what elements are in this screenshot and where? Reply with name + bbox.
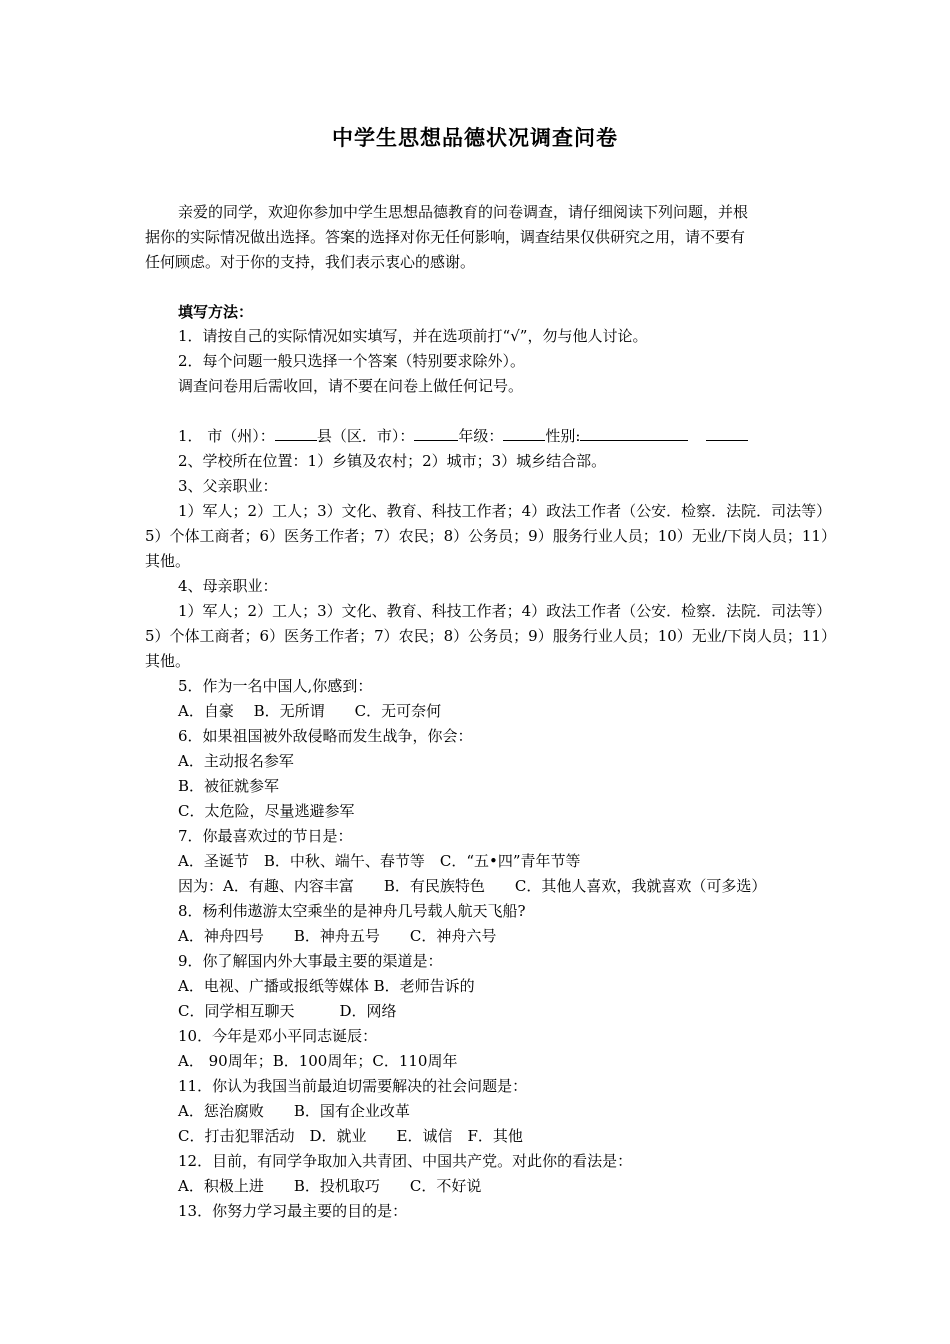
question-6: 6．如果祖国被外敌侵略而发生战争，你会： — [178, 727, 473, 745]
q1-gender-label: 性别: — [545, 427, 581, 445]
question-3-line-3: 其他。 — [145, 552, 191, 570]
method-item-2: 2．每个问题一般只选择一个答案（特别要求除外）。 — [178, 352, 526, 370]
q1-prefix: 1． 市（州）： — [178, 427, 275, 445]
intro-line-2: 据你的实际情况做出选择。答案的选择对你无任何影响，调查结果仅供研究之用，请不要有 — [145, 228, 746, 246]
question-11: 11．你认为我国当前最迫切需要解决的社会问题是： — [178, 1077, 528, 1095]
question-3-heading: 3、父亲职业： — [178, 477, 278, 495]
question-7-reasons[interactable]: 因为：A．有趣、内容丰富 B．有民族特色 C．其他人喜欢，我就喜欢（可多选） — [178, 877, 767, 895]
question-12-options[interactable]: A．积极上进 B．投机取巧 C．不好说 — [178, 1177, 482, 1195]
gender-blank[interactable] — [580, 424, 688, 441]
q1-county-label: 县（区．市）： — [316, 427, 415, 445]
grade-blank[interactable] — [503, 424, 545, 441]
method-item-1: 1．请按自己的实际情况如实填写，并在选项前打“√”，勿与他人讨论。 — [178, 327, 648, 345]
question-9-options-2[interactable]: C．同学相互聊天 D．网络 — [178, 1002, 397, 1020]
intro-line-1: 亲爱的同学，欢迎你参加中学生思想品德教育的问卷调查，请仔细阅读下列问题，并根 — [178, 203, 749, 221]
intro-line-3: 任何顾虑。对于你的支持，我们表示衷心的感谢。 — [145, 253, 476, 271]
question-4-line-2: 5）个体工商者；6）医务工作者；7）农民；8）公务员；9）服务行业人员；10）无业/下岗人员；11） — [145, 627, 836, 645]
question-3-line-1: 1）军人；2）工人；3）文化、教育、科技工作者；4）政法工作者（公安．检察．法院．司法等） — [178, 502, 832, 520]
question-4-heading: 4、母亲职业： — [178, 577, 278, 595]
question-5-options[interactable]: A．自豪 B．无所谓 C．无可奈何 — [178, 702, 442, 720]
extra-blank[interactable] — [706, 424, 748, 441]
county-blank[interactable] — [414, 424, 458, 441]
question-4-line-3: 其他。 — [145, 652, 191, 670]
question-11-options-2[interactable]: C．打击犯罪活动 D．就业 E．诚信 F．其他 — [178, 1127, 523, 1145]
question-4-line-1: 1）军人；2）工人；3）文化、教育、科技工作者；4）政法工作者（公安．检察．法院．司法等） — [178, 602, 832, 620]
question-7: 7．你最喜欢过的节日是： — [178, 827, 353, 845]
question-6-option-b[interactable]: B．被征就参军 — [178, 777, 280, 795]
question-1-row — [178, 424, 810, 449]
question-11-options-1[interactable]: A．惩治腐败 B．国有企业改革 — [178, 1102, 410, 1120]
method-heading: 填写方法： — [178, 303, 254, 321]
question-10: 10．今年是邓小平同志诞辰： — [178, 1027, 378, 1045]
question-2: 2、学校所在位置：1）乡镇及农村；2）城市；3）城乡结合部。 — [178, 452, 607, 470]
city-blank[interactable] — [275, 424, 317, 441]
question-10-options[interactable]: A． 90周年；B．100周年；C．110周年 — [178, 1052, 458, 1070]
question-6-option-c[interactable]: C．太危险，尽量逃避参军 — [178, 802, 355, 820]
q1-grade-label: 年级： — [458, 427, 504, 445]
question-7-options[interactable]: A．圣诞节 B．中秋、端午、春节等 C．“五•四”青年节等 — [178, 852, 581, 870]
question-9: 9．你了解国内外大事最主要的渠道是： — [178, 952, 443, 970]
question-3-line-2: 5）个体工商者；6）医务工作者；7）农民；8）公务员；9）服务行业人员；10）无业/下岗人员；11） — [145, 527, 836, 545]
question-6-option-a[interactable]: A．主动报名参军 — [178, 752, 294, 770]
question-12: 12．目前，有同学争取加入共青团、中国共产党。对此你的看法是： — [178, 1152, 633, 1170]
question-8-options[interactable]: A．神舟四号 B．神舟五号 C．神舟六号 — [178, 927, 497, 945]
question-8: 8．杨利伟遨游太空乘坐的是神舟几号载人航天飞船? — [178, 902, 526, 920]
page-title: 中学生思想品德状况调查问卷 — [332, 125, 618, 150]
method-note: 调查问卷用后需收回，请不要在问卷上做任何记号。 — [178, 377, 524, 395]
question-13: 13．你努力学习最主要的目的是： — [178, 1202, 408, 1220]
question-5: 5．作为一名中国人,你感到： — [178, 677, 373, 695]
question-9-options-1[interactable]: A．电视、广播或报纸等媒体 B．老师告诉的 — [178, 977, 475, 995]
